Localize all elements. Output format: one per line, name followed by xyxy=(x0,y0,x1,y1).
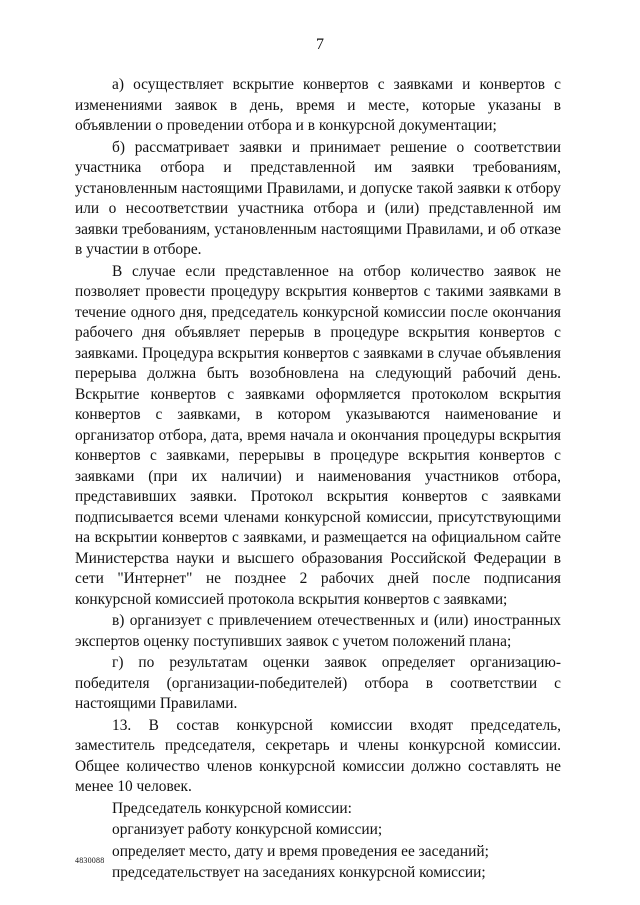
paragraph-item-b: б) рассматривает заявки и принимает решение о соответствии участника отбора и представленной им заявки требованиям, установленным настоящими Правилами, и допуске такой заявки к отбору или о несоответствии участника отбора и (или) представленной им заявки требованиям, установленным настоящими Правилами, и об отказе в участии в отборе. xyxy=(75,138,561,258)
paragraph-chairman-duty-3: председательствует на заседаниях конкурсной комиссии; xyxy=(112,864,486,881)
paragraph-section-13: 13. В состав конкурсной комиссии входят председатель, заместитель председателя, секретарь и члены конкурсной комиссии. Общее количество членов конкурсной комиссии должно составлять не менее 10 человек. xyxy=(75,716,561,795)
paragraph-envelope-opening-procedure: В случае если представленное на отбор количество заявок не позволяет провести процедуру вскрытия конвертов с такими заявками в течение одного дня, председатель конкурсной комиссии после окончания рабочего дня объявляет перерыв в процедуре вскрытия конвертов с заявками. Процедура вскрытия конвертов с заявками в случае объявления перерыва должна быть возобновлена на следующий рабочий день. Вскрытие конвертов с заявками оформляется протоколом вскрытия конвертов с заявками, в котором указываются наименование и организатор отбора, дата, время начала и окончания процедуры вскрытия конвертов с заявками, перерывы в процедуре вскрытия конвертов с заявками (при их наличии) и наименования участников отбора, представивших заявки. Протокол вскрытия конвертов с заявками подписывается всеми членами конкурсной комиссии, присутствующими на вскрытии конвертов с заявками, и размещается на официальном сайте Министерства науки и высшего образования Российской Федерации в сети "Интернет" не позднее 2 рабочих дней после подписания конкурсной комиссией протокола вскрытия конвертов с заявками; xyxy=(75,262,561,608)
paragraph-chairman-heading: Председатель конкурсной комиссии: xyxy=(112,799,352,817)
paragraph-chairman-duty-1: организует работу конкурсной комиссии; xyxy=(112,821,383,838)
page-number: 7 xyxy=(316,36,324,53)
paragraph-item-g: г) по результатам оценки заявок определяет организацию-победителя (организации-победителей) отбора в соответствии с настоящими Правилами. xyxy=(75,654,561,712)
paragraph-item-v: в) организует с привлечением отечественных и (или) иностранных экспертов оценку поступивших заявок с учетом положений плана; xyxy=(75,612,561,650)
document-code: 4830088 xyxy=(75,856,105,865)
paragraph-chairman-duty-2: определяет место, дату и время проведения ее заседаний; xyxy=(112,842,489,860)
paragraph-item-a: а) осуществляет вскрытие конвертов с заявками и конвертов с изменениями заявок в день, время и месте, которые указаны в объявлении о проведении отбора и в конкурсной документации; xyxy=(75,76,561,134)
document-body xyxy=(75,75,561,885)
